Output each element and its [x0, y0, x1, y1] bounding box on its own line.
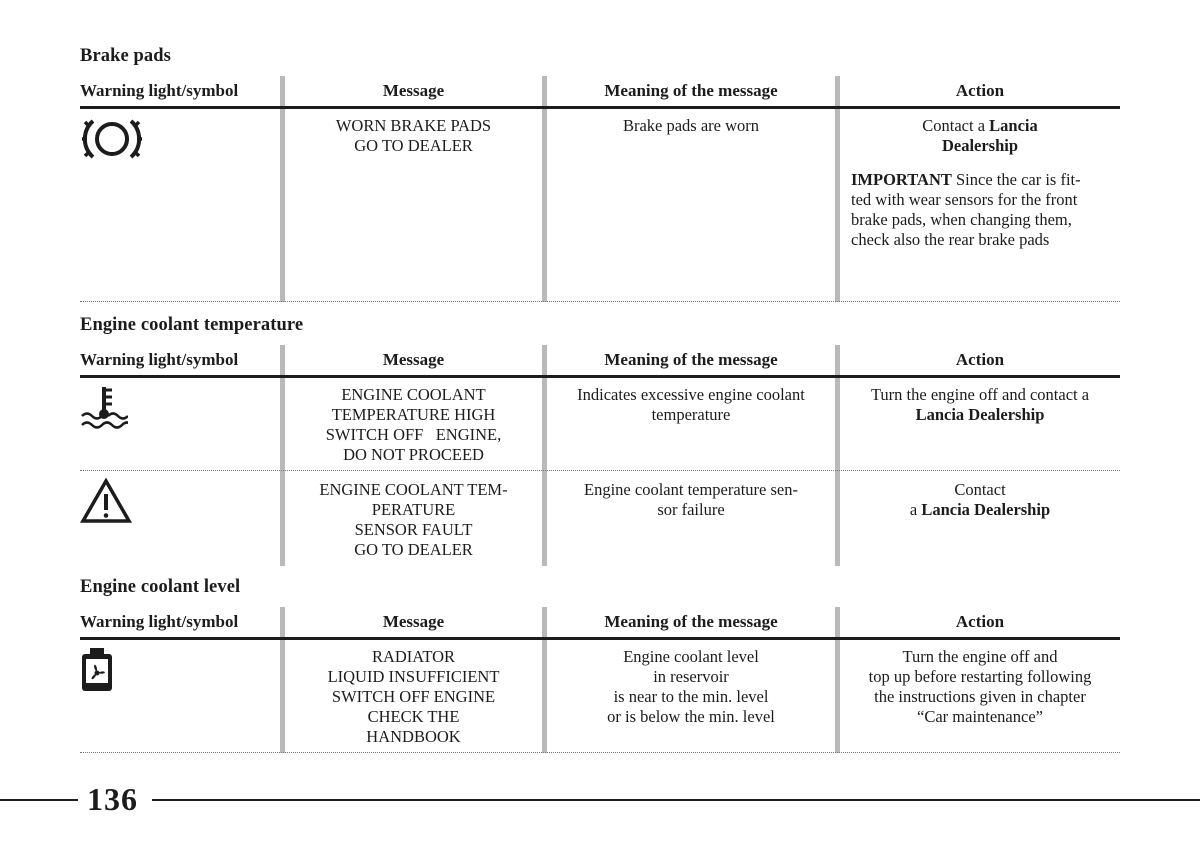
important-label: IMPORTANT [851, 170, 952, 189]
column-separator [835, 76, 840, 302]
message-cell: ENGINE COOLANT TEMPERATURE HIGH SWITCH OFF ENGINE, DO NOT PROCEED [325, 385, 502, 464]
message-cell [285, 116, 542, 156]
header-warning-light: Warning light/symbol [80, 81, 239, 100]
header-action: Action [955, 612, 1005, 631]
footer-rule-left [0, 799, 78, 801]
page-number: 136 [87, 781, 138, 817]
message-line: WORN BRAKE PADS [335, 116, 492, 135]
section-title-coolant-level: Engine coolant level [80, 577, 241, 597]
coolant-level-table [80, 607, 1120, 753]
coolant-temperature-table [80, 345, 1120, 566]
warning-triangle-icon [80, 478, 132, 524]
header-message: Message [382, 81, 445, 100]
message-cell: RADIATOR LIQUID INSUFFICIENT SWITCH OFF ENGINE CHECK THE HANDBOOK [327, 647, 500, 746]
message-line: GO TO DEALER [354, 136, 473, 155]
meaning-cell [547, 116, 835, 136]
header-warning-light: Warning light/symbol [80, 350, 239, 369]
brake-pads-worn-icon [80, 116, 144, 164]
header-action: Action [955, 350, 1005, 369]
header-meaning: Meaning of the message [604, 350, 778, 369]
section-title-coolant-temperature: Engine coolant temperature [80, 315, 304, 335]
action-line: Contact a Lancia [922, 116, 1038, 135]
header-message: Message [382, 612, 445, 631]
header-warning-light: Warning light/symbol [80, 612, 239, 631]
action-cell: Turn the engine off and top up before restarting following the instructions given in chapter “Car maintenance” [868, 647, 1092, 726]
column-separator [280, 76, 285, 302]
header-meaning: Meaning of the message [604, 612, 778, 631]
message-cell: ENGINE COOLANT TEM- PERATURE SENSOR FAULT GO TO DEALER [319, 480, 508, 559]
action-cell: Turn the engine off and contact a Lancia Dealership [870, 385, 1090, 424]
action-cell: Contact a Lancia Dealership [909, 480, 1051, 519]
header-action: Action [955, 81, 1005, 100]
meaning-cell: Engine coolant level in reservoir is near to the min. level or is below the min. level [607, 647, 775, 726]
coolant-level-reservoir-icon [80, 647, 116, 693]
meaning-cell: Indicates excessive engine coolant temperature [577, 385, 805, 424]
meaning-cell: Engine coolant temperature sen- sor failure [584, 480, 798, 519]
action-cell [840, 116, 1120, 156]
header-rule [80, 106, 1120, 109]
header-meaning: Meaning of the message [604, 81, 778, 100]
row-divider [80, 301, 1120, 302]
brake-pads-table [80, 76, 1120, 302]
footer-rule-right [152, 799, 1200, 801]
row-divider [80, 752, 1120, 753]
header-message: Message [382, 350, 445, 369]
column-separator [835, 345, 840, 566]
header-rule [80, 637, 1120, 640]
important-note: IMPORTANT Since the car is fit- ted with wear sensors for the front brake pads, when changing them, check also the rear brake pads [851, 170, 1081, 249]
header-rule [80, 375, 1120, 378]
coolant-temperature-icon [80, 385, 128, 433]
column-separator [542, 345, 547, 566]
section-title-brake-pads: Brake pads [80, 46, 171, 66]
row-divider [80, 470, 1120, 471]
meaning-line: Brake pads are worn [622, 116, 760, 135]
column-separator [542, 76, 547, 302]
action-line: Dealership [941, 136, 1019, 155]
